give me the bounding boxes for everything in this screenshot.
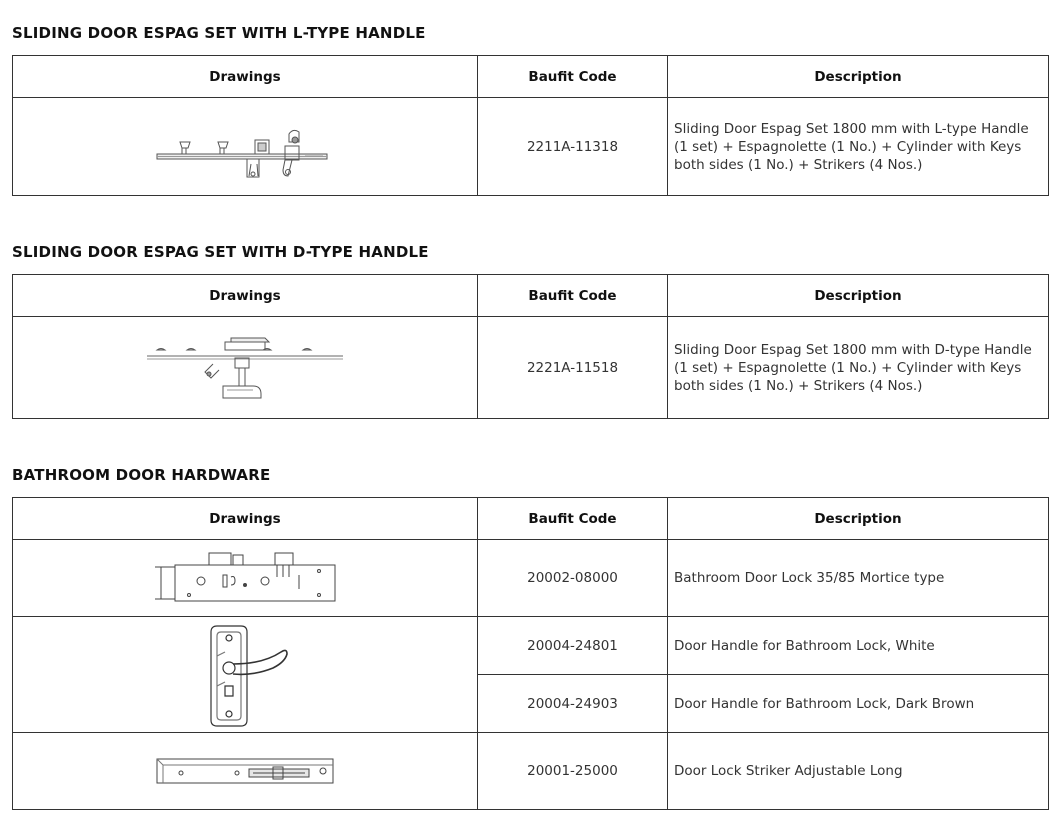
table-row <box>13 733 1049 810</box>
table-row <box>13 317 1049 419</box>
striker-plate-drawing-icon <box>153 751 337 791</box>
mortice-lock-drawing-icon <box>153 547 337 609</box>
product-table <box>12 274 1049 419</box>
section-title: SLIDING DOOR ESPAG SET WITH D-TYPE HANDLE <box>12 243 429 261</box>
lever-handle-drawing-icon <box>195 622 295 728</box>
header-description: Description <box>668 275 1049 317</box>
table-row <box>13 98 1049 196</box>
header-code: Baufit Code <box>478 498 668 540</box>
header-code: Baufit Code <box>478 275 668 317</box>
drawing-cell <box>13 317 478 419</box>
table-header-row <box>13 498 1049 540</box>
header-description: Description <box>668 498 1049 540</box>
table-header-row <box>13 275 1049 317</box>
description: Door Handle for Bathroom Lock, Dark Brown <box>668 675 1049 733</box>
header-drawings: Drawings <box>13 275 478 317</box>
header-code: Baufit Code <box>478 56 668 98</box>
d-type-espag-drawing-icon <box>145 328 345 408</box>
description: Sliding Door Espag Set 1800 mm with D-type Handle (1 set) + Espagnolette (1 No.) + Cylinder with Keys both sides (1 No.) + Strikers (4 Nos.) <box>668 317 1049 419</box>
l-type-espag-drawing-icon <box>155 112 335 182</box>
product-table <box>12 497 1049 810</box>
table-row <box>13 617 1049 675</box>
table-row <box>13 540 1049 617</box>
baufit-code: 20001-25000 <box>478 733 668 810</box>
description: Door Lock Striker Adjustable Long <box>668 733 1049 810</box>
header-description: Description <box>668 56 1049 98</box>
description: Door Handle for Bathroom Lock, White <box>668 617 1049 675</box>
section-title: SLIDING DOOR ESPAG SET WITH L-TYPE HANDLE <box>12 24 426 42</box>
baufit-code: 20002-08000 <box>478 540 668 617</box>
header-drawings: Drawings <box>13 56 478 98</box>
baufit-code: 2211A-11318 <box>478 98 668 196</box>
drawing-cell <box>13 617 478 733</box>
table-header-row <box>13 56 1049 98</box>
baufit-code: 20004-24801 <box>478 617 668 675</box>
description: Sliding Door Espag Set 1800 mm with L-type Handle (1 set) + Espagnolette (1 No.) + Cylinder with Keys both sides (1 No.) + Strikers (4 Nos.) <box>668 98 1049 196</box>
drawing-cell <box>13 98 478 196</box>
drawing-cell <box>13 733 478 810</box>
baufit-code: 20004-24903 <box>478 675 668 733</box>
product-table <box>12 55 1049 196</box>
header-drawings: Drawings <box>13 498 478 540</box>
section-title: BATHROOM DOOR HARDWARE <box>12 466 271 484</box>
baufit-code: 2221A-11518 <box>478 317 668 419</box>
drawing-cell <box>13 540 478 617</box>
description: Bathroom Door Lock 35/85 Mortice type <box>668 540 1049 617</box>
